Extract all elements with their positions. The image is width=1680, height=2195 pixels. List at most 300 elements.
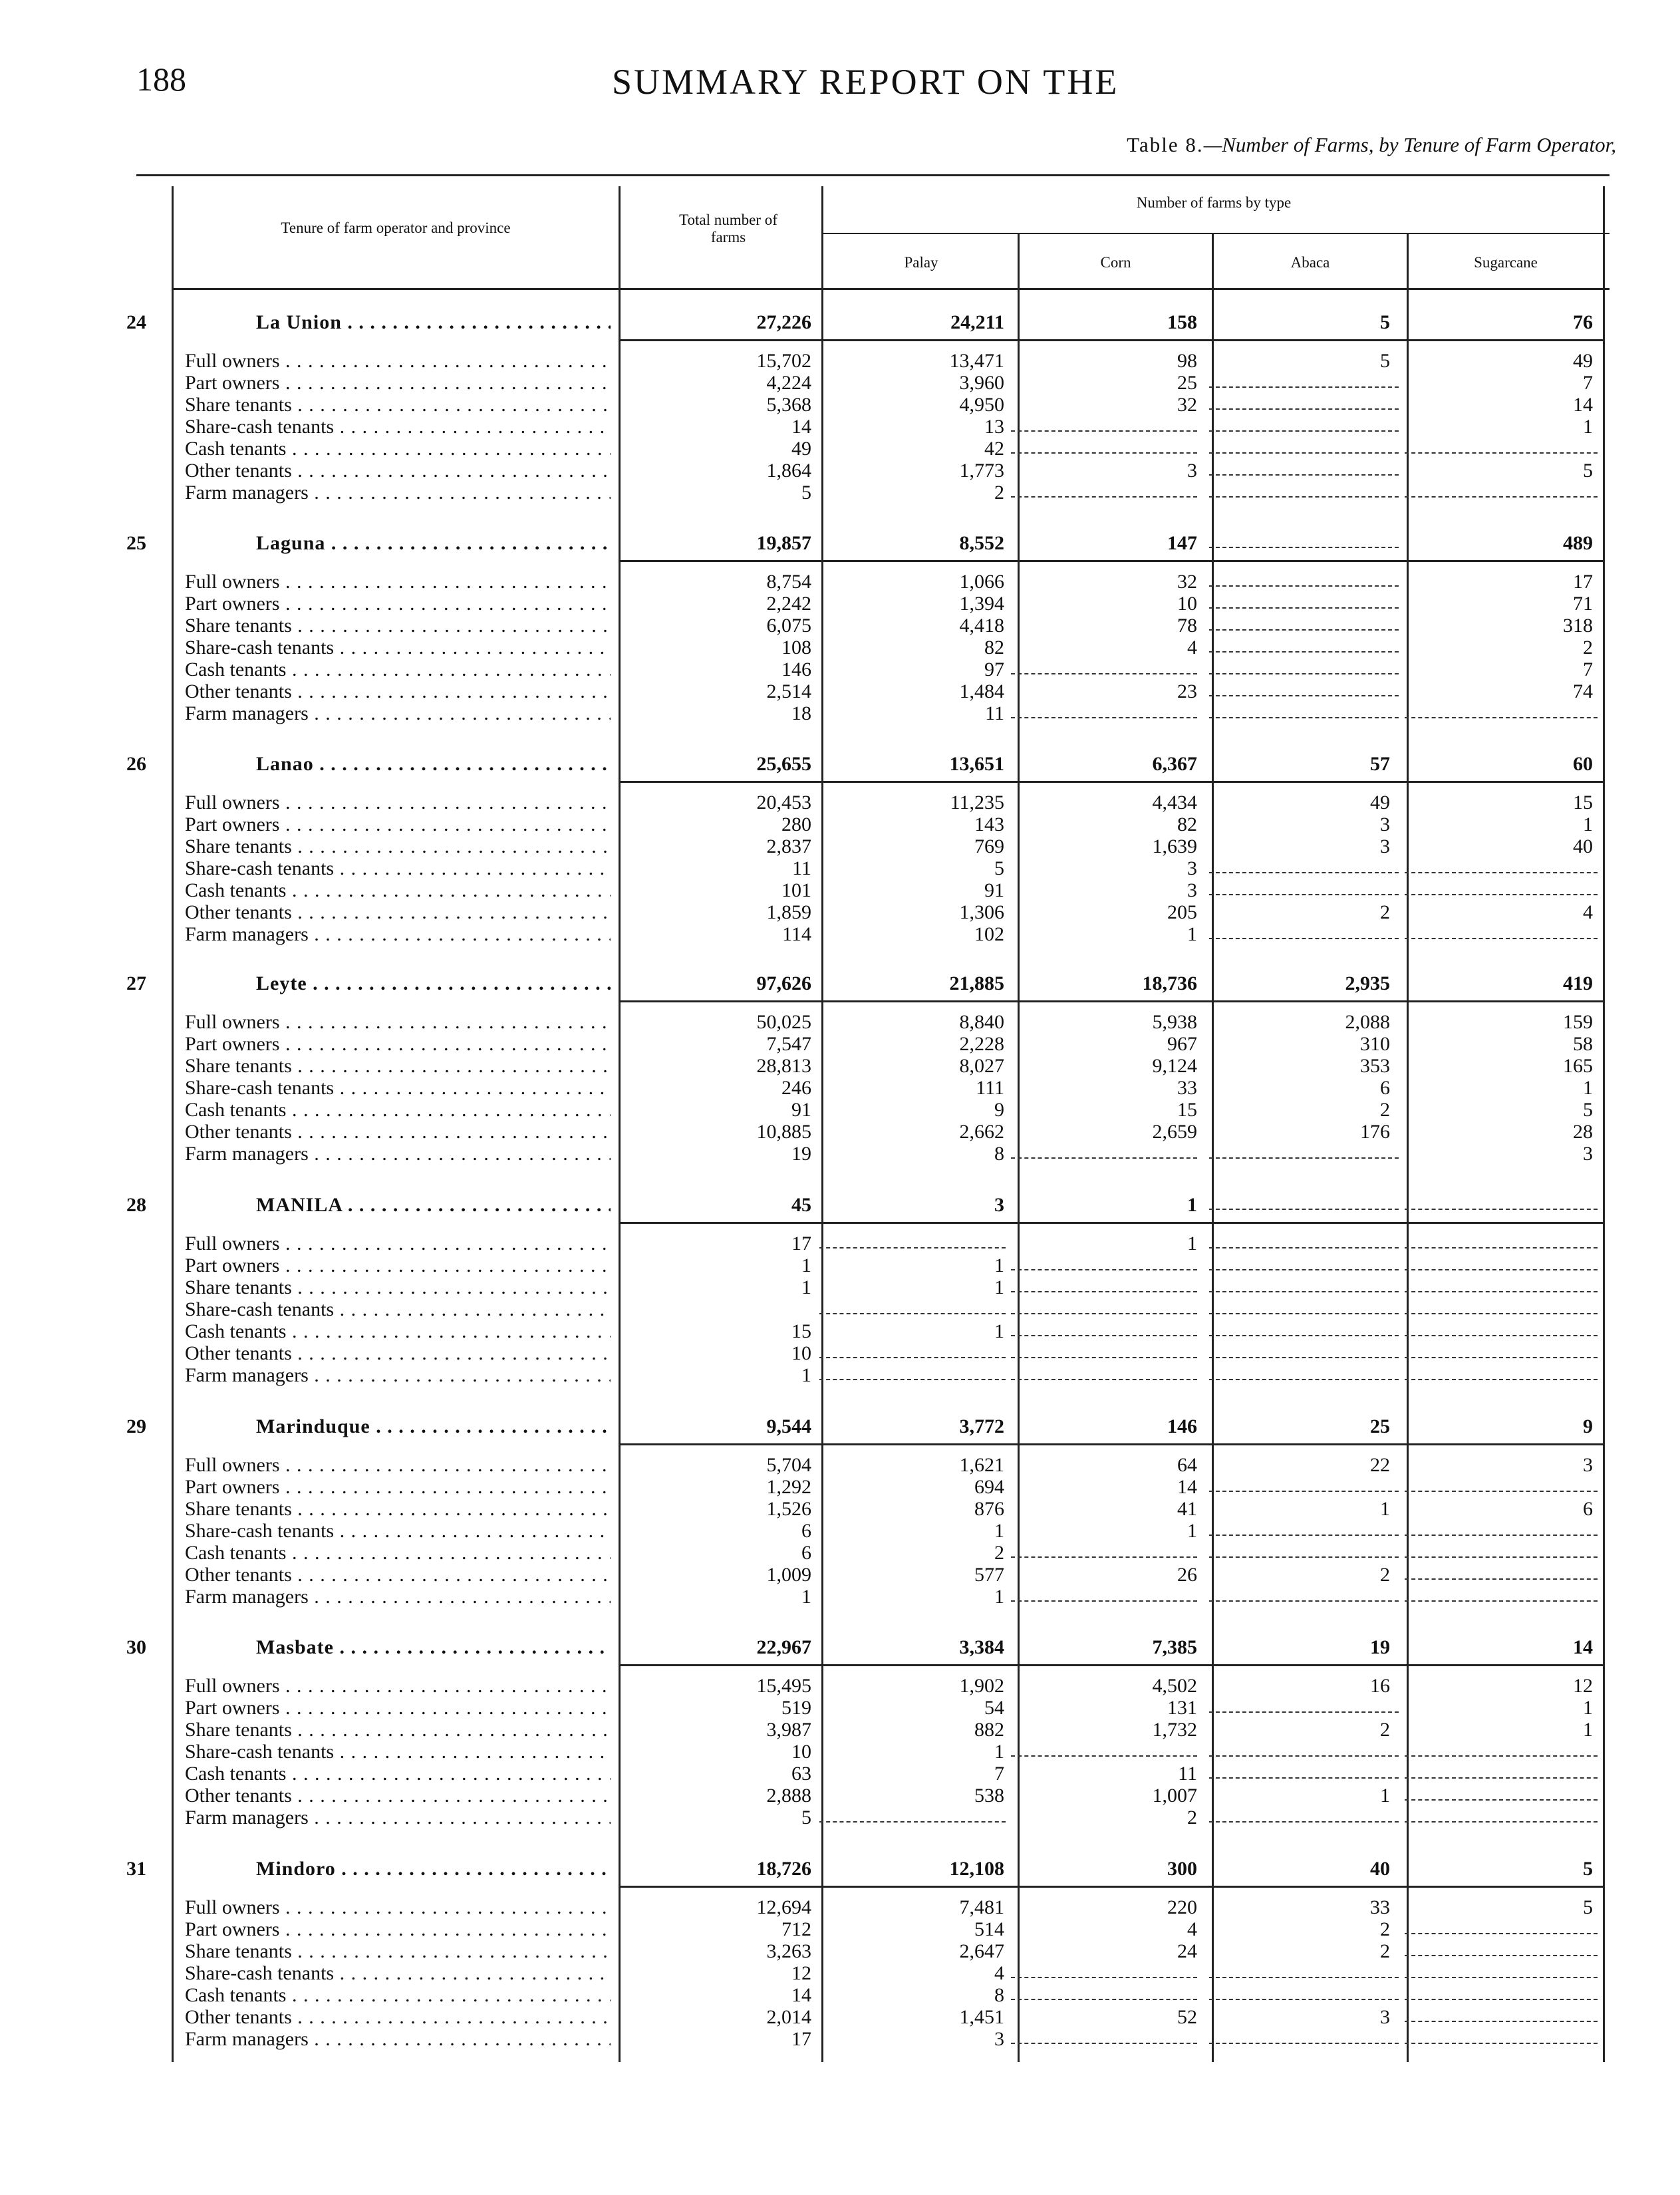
- cell-abaca: 3: [1380, 835, 1390, 857]
- cell-corn: 1: [1187, 1194, 1197, 1216]
- cell-corn: 4: [1187, 637, 1197, 658]
- province-name: Laguna . . .: [256, 532, 611, 554]
- table-row: [0, 1011, 1680, 1033]
- cell-total: 6,075: [766, 615, 811, 637]
- tenure-label: Cash tenants . . .: [185, 1984, 611, 2006]
- table-row: [0, 1320, 1680, 1342]
- cell-total: 1,526: [766, 1498, 811, 1520]
- empty-cell: [1405, 938, 1598, 939]
- empty-cell: [1209, 673, 1399, 674]
- cell-palay: 1: [994, 1254, 1004, 1276]
- cell-abaca: 2,935: [1345, 972, 1390, 994]
- cell-palay: 9: [994, 1099, 1004, 1121]
- cell-palay: 3,772: [959, 1415, 1004, 1437]
- cell-sugarcane: 7: [1583, 372, 1593, 394]
- province-row: [0, 1415, 1680, 1437]
- tenure-label: Farm managers . . .: [185, 1364, 611, 1386]
- table-row: [0, 879, 1680, 901]
- table-row: [0, 571, 1680, 593]
- cell-sugarcane: 4: [1583, 901, 1593, 923]
- cell-corn: 10: [1177, 593, 1197, 615]
- cell-palay: 577: [974, 1564, 1004, 1586]
- province-total-rule: [619, 1886, 1605, 1888]
- table-title: [1127, 133, 1616, 157]
- table-row: [0, 1121, 1680, 1143]
- table-row: [0, 1940, 1680, 1962]
- province-row: [0, 1636, 1680, 1658]
- cell-sugarcane: 1: [1583, 813, 1593, 835]
- cell-sugarcane: 318: [1563, 615, 1593, 637]
- cell-corn: 41: [1177, 1498, 1197, 1520]
- table-row: [0, 1254, 1680, 1276]
- tenure-label: Cash tenants . . .: [185, 658, 611, 680]
- empty-cell: [1209, 1357, 1399, 1358]
- tenure-label: Share-cash tenants . . .: [185, 1520, 611, 1542]
- cell-total: 1,859: [766, 901, 811, 923]
- cell-palay: 3,384: [959, 1636, 1004, 1658]
- cell-total: 2,014: [766, 2006, 811, 2028]
- tenure-label: Share-cash tenants . . .: [185, 1962, 611, 1984]
- empty-cell: [1405, 1313, 1598, 1314]
- cell-corn: 158: [1167, 311, 1197, 333]
- empty-cell: [1405, 1335, 1598, 1336]
- cell-corn: 78: [1177, 615, 1197, 637]
- empty-cell: [1209, 872, 1399, 873]
- table-row: [0, 835, 1680, 857]
- cell-corn: 2,659: [1152, 1121, 1197, 1143]
- cell-corn: 300: [1167, 1858, 1197, 1880]
- tenure-label: Farm managers . . .: [185, 702, 611, 724]
- tenure-label: Share tenants . . .: [185, 394, 611, 416]
- cell-palay: 769: [974, 835, 1004, 857]
- cell-total: 14: [791, 416, 811, 438]
- empty-cell: [1209, 547, 1399, 548]
- cell-corn: 5,938: [1152, 1011, 1197, 1033]
- cell-abaca: 2: [1380, 1099, 1390, 1121]
- cell-abaca: 1: [1380, 1498, 1390, 1520]
- tenure-label: Share-cash tenants . . .: [185, 857, 611, 879]
- tenure-label: Share tenants . . .: [185, 615, 611, 637]
- cell-total: 5,704: [766, 1454, 811, 1476]
- tenure-label: Other tenants . . .: [185, 1564, 611, 1586]
- table-row: [0, 857, 1680, 879]
- cell-palay: 8,840: [959, 1011, 1004, 1033]
- empty-cell: [1209, 1777, 1399, 1779]
- empty-cell: [1405, 1357, 1598, 1358]
- cell-total: 2,888: [766, 1785, 811, 1807]
- empty-cell: [819, 1313, 1006, 1314]
- cell-corn: 32: [1177, 394, 1197, 416]
- empty-cell: [819, 1357, 1006, 1358]
- empty-cell: [1209, 1209, 1399, 1210]
- cell-sugarcane: 7: [1583, 658, 1593, 680]
- cell-total: 1: [801, 1276, 811, 1298]
- table-row: [0, 1918, 1680, 1940]
- cell-total: 19: [791, 1143, 811, 1165]
- empty-cell: [1405, 1933, 1598, 1934]
- empty-cell: [1209, 1535, 1399, 1536]
- cell-corn: 131: [1167, 1697, 1197, 1719]
- table-row: [0, 637, 1680, 658]
- cell-total: 63: [791, 1763, 811, 1785]
- cell-sugarcane: 15: [1573, 792, 1593, 813]
- cell-palay: 694: [974, 1476, 1004, 1498]
- empty-cell: [1209, 1313, 1399, 1314]
- tenure-label: Cash tenants . . .: [185, 438, 611, 460]
- tenure-label: Cash tenants . . .: [185, 1542, 611, 1564]
- table-label: Table 8.: [1127, 133, 1204, 156]
- cell-corn: 220: [1167, 1896, 1197, 1918]
- cell-total: 49: [791, 438, 811, 460]
- tenure-label: Part owners . . .: [185, 1476, 611, 1498]
- table-row: [0, 460, 1680, 482]
- cell-corn: 11: [1178, 1763, 1197, 1785]
- cell-abaca: 2: [1380, 1940, 1390, 1962]
- province-row: [0, 532, 1680, 554]
- header-abaca: Abaca: [1290, 254, 1330, 271]
- tenure-label: Part owners . . .: [185, 1033, 611, 1055]
- empty-cell: [1209, 1335, 1399, 1336]
- cell-corn: 2: [1187, 1807, 1197, 1829]
- table-row: [0, 438, 1680, 460]
- cell-total: 2,242: [766, 593, 811, 615]
- tenure-label: Farm managers . . .: [185, 923, 611, 945]
- empty-cell: [1209, 408, 1399, 410]
- cell-abaca: 2,088: [1345, 1011, 1390, 1033]
- tenure-label: Cash tenants . . .: [185, 1320, 611, 1342]
- cell-corn: 3: [1187, 879, 1197, 901]
- cell-sugarcane: 159: [1563, 1011, 1593, 1033]
- empty-cell: [1011, 1999, 1197, 2000]
- cell-total: 519: [781, 1697, 811, 1719]
- row-number: 30: [126, 1636, 146, 1658]
- group-header-rule: [823, 233, 1610, 234]
- table-row: [0, 1896, 1680, 1918]
- row-number: 24: [126, 311, 146, 333]
- table-row: [0, 1785, 1680, 1807]
- empty-cell: [1209, 1247, 1399, 1248]
- cell-sugarcane: 14: [1573, 394, 1593, 416]
- cell-sugarcane: 1: [1583, 1719, 1593, 1741]
- empty-cell: [1209, 1600, 1399, 1602]
- cell-abaca: 2: [1380, 1719, 1390, 1741]
- tenure-label: Share tenants . . .: [185, 1276, 611, 1298]
- cell-abaca: 16: [1370, 1675, 1390, 1697]
- table-row: [0, 1276, 1680, 1298]
- cell-corn: 146: [1167, 1415, 1197, 1437]
- tenure-label: Other tenants . . .: [185, 680, 611, 702]
- empty-cell: [1405, 1777, 1598, 1779]
- cell-palay: 4: [994, 1962, 1004, 1984]
- empty-cell: [1209, 607, 1399, 609]
- cell-total: 7,547: [766, 1033, 811, 1055]
- row-number: 29: [126, 1415, 146, 1437]
- table-row: [0, 1364, 1680, 1386]
- cell-sugarcane: 60: [1573, 753, 1593, 775]
- tenure-label: Full owners . . .: [185, 1896, 611, 1918]
- table-row: [0, 394, 1680, 416]
- cell-abaca: 1: [1380, 1785, 1390, 1807]
- province-row: [0, 1194, 1680, 1216]
- cell-total: 20,453: [756, 792, 811, 813]
- header-bottom-rule: [172, 288, 1610, 290]
- cell-palay: 3: [994, 1194, 1004, 1216]
- cell-sugarcane: 1: [1583, 1077, 1593, 1099]
- cell-palay: 1,773: [959, 460, 1004, 482]
- cell-sugarcane: 165: [1563, 1055, 1593, 1077]
- empty-cell: [1209, 1157, 1399, 1159]
- cell-palay: 1: [994, 1520, 1004, 1542]
- tenure-label: Share tenants . . .: [185, 1498, 611, 1520]
- empty-cell: [1011, 1600, 1197, 1602]
- cell-corn: 23: [1177, 680, 1197, 702]
- cell-total: 10: [791, 1741, 811, 1763]
- cell-palay: 1: [994, 1586, 1004, 1608]
- cell-total: 108: [781, 637, 811, 658]
- cell-palay: 21,885: [949, 972, 1004, 994]
- tenure-label: Other tenants . . .: [185, 1342, 611, 1364]
- province-total-rule: [619, 781, 1605, 783]
- empty-cell: [1209, 629, 1399, 631]
- cell-corn: 32: [1177, 571, 1197, 593]
- cell-palay: 97: [984, 658, 1004, 680]
- cell-corn: 1,007: [1152, 1785, 1197, 1807]
- table-row: [0, 1697, 1680, 1719]
- cell-corn: 98: [1177, 350, 1197, 372]
- table-row: [0, 1984, 1680, 2006]
- cell-sugarcane: 6: [1583, 1498, 1593, 1520]
- empty-cell: [1209, 1977, 1399, 1978]
- cell-palay: 4,418: [959, 615, 1004, 637]
- header-sugarcane: Sugarcane: [1474, 254, 1538, 271]
- tenure-label: Farm managers . . .: [185, 482, 611, 504]
- tenure-label: Full owners . . .: [185, 350, 611, 372]
- tenure-label: Share tenants . . .: [185, 835, 611, 857]
- province-total-rule: [619, 339, 1605, 341]
- empty-cell: [1405, 894, 1598, 895]
- empty-cell: [1405, 1379, 1598, 1380]
- empty-cell: [1209, 695, 1399, 696]
- empty-cell: [1405, 1209, 1598, 1210]
- table-top-rule: [136, 174, 1610, 176]
- empty-cell: [1405, 717, 1598, 718]
- table-row: [0, 702, 1680, 724]
- tenure-label: Full owners . . .: [185, 1011, 611, 1033]
- cell-palay: 2,662: [959, 1121, 1004, 1143]
- cell-corn: 25: [1177, 372, 1197, 394]
- cell-palay: 11: [985, 702, 1004, 724]
- table-row: [0, 1542, 1680, 1564]
- empty-cell: [1011, 673, 1197, 674]
- empty-cell: [1209, 2043, 1399, 2044]
- table-row: [0, 1586, 1680, 1608]
- empty-cell: [1011, 452, 1197, 454]
- empty-cell: [1405, 452, 1598, 454]
- row-number: 31: [126, 1858, 146, 1880]
- cell-total: 18,726: [756, 1858, 811, 1880]
- empty-cell: [1405, 496, 1598, 498]
- empty-cell: [1209, 474, 1399, 476]
- empty-cell: [1405, 1999, 1598, 2000]
- cell-total: 27,226: [756, 311, 811, 333]
- cell-total: 8,754: [766, 571, 811, 593]
- cell-abaca: 353: [1360, 1055, 1390, 1077]
- cell-total: 114: [782, 923, 811, 945]
- cell-corn: 7,385: [1152, 1636, 1197, 1658]
- cell-palay: 1,394: [959, 593, 1004, 615]
- tenure-label: Share tenants . . .: [185, 1719, 611, 1741]
- table-row: [0, 1564, 1680, 1586]
- empty-cell: [1011, 1977, 1197, 1978]
- cell-palay: 4,950: [959, 394, 1004, 416]
- cell-sugarcane: 28: [1573, 1121, 1593, 1143]
- cell-corn: 1: [1187, 1520, 1197, 1542]
- empty-cell: [1209, 386, 1399, 388]
- cell-abaca: 22: [1370, 1454, 1390, 1476]
- province-name: Lanao . . .: [256, 753, 611, 775]
- cell-palay: 3: [994, 2028, 1004, 2050]
- cell-palay: 11,235: [950, 792, 1004, 813]
- province-name: Mindoro . . .: [256, 1858, 611, 1880]
- cell-corn: 82: [1177, 813, 1197, 835]
- province-total-rule: [619, 1000, 1605, 1002]
- cell-corn: 205: [1167, 901, 1197, 923]
- cell-total: 101: [781, 879, 811, 901]
- empty-cell: [1209, 1291, 1399, 1292]
- tenure-label: Share-cash tenants . . .: [185, 416, 611, 438]
- empty-cell: [1405, 2043, 1598, 2044]
- tenure-label: Cash tenants . . .: [185, 1099, 611, 1121]
- cell-palay: 2,647: [959, 1940, 1004, 1962]
- cell-corn: 1,732: [1152, 1719, 1197, 1741]
- empty-cell: [1209, 1755, 1399, 1757]
- empty-cell: [1405, 1578, 1598, 1580]
- cell-corn: 1: [1187, 1233, 1197, 1254]
- cell-total: 15: [791, 1320, 811, 1342]
- cell-abaca: 2: [1380, 901, 1390, 923]
- tenure-label: Other tenants . . .: [185, 1785, 611, 1807]
- tenure-label: Share-cash tenants . . .: [185, 1741, 611, 1763]
- tenure-label: Other tenants . . .: [185, 901, 611, 923]
- tenure-label: Other tenants . . .: [185, 460, 611, 482]
- cell-palay: 143: [974, 813, 1004, 835]
- cell-total: 14: [791, 1984, 811, 2006]
- table-row: [0, 372, 1680, 394]
- empty-cell: [1011, 1335, 1197, 1336]
- cell-palay: 13,471: [949, 350, 1004, 372]
- cell-total: 246: [781, 1077, 811, 1099]
- tenure-label: Share tenants . . .: [185, 1940, 611, 1962]
- cell-palay: 91: [984, 879, 1004, 901]
- tenure-label: Full owners . . .: [185, 1454, 611, 1476]
- cell-palay: 24,211: [950, 311, 1004, 333]
- empty-cell: [1209, 1556, 1399, 1558]
- cell-total: 3,263: [766, 1940, 811, 1962]
- table-row: [0, 1077, 1680, 1099]
- table-row: [0, 901, 1680, 923]
- empty-cell: [1011, 496, 1197, 498]
- tenure-label: Cash tenants . . .: [185, 1763, 611, 1785]
- cell-corn: 1: [1187, 923, 1197, 945]
- header-palay: Palay: [904, 254, 938, 271]
- cell-sugarcane: 5: [1583, 460, 1593, 482]
- header-corn: Corn: [1100, 254, 1131, 271]
- empty-cell: [819, 1247, 1006, 1248]
- cell-total: 1,864: [766, 460, 811, 482]
- cell-total: 50,025: [756, 1011, 811, 1033]
- cell-corn: 9,124: [1152, 1055, 1197, 1077]
- table-row: [0, 1055, 1680, 1077]
- cell-palay: 3,960: [959, 372, 1004, 394]
- cell-corn: 18,736: [1142, 972, 1197, 994]
- table-row: [0, 1099, 1680, 1121]
- cell-total: 91: [791, 1099, 811, 1121]
- empty-cell: [1405, 1269, 1598, 1270]
- cell-total: 22,967: [756, 1636, 811, 1658]
- empty-cell: [1405, 1821, 1598, 1823]
- cell-palay: 111: [976, 1077, 1004, 1099]
- table-row: [0, 1498, 1680, 1520]
- cell-palay: 2: [994, 1542, 1004, 1564]
- empty-cell: [1209, 452, 1399, 454]
- cell-total: 12,694: [756, 1896, 811, 1918]
- cell-corn: 52: [1177, 2006, 1197, 2028]
- table-row: [0, 1143, 1680, 1165]
- cell-total: 3,987: [766, 1719, 811, 1741]
- cell-palay: 1,902: [959, 1675, 1004, 1697]
- row-number: 25: [126, 532, 146, 554]
- cell-palay: 882: [974, 1719, 1004, 1741]
- table-row: [0, 2006, 1680, 2028]
- table-row: [0, 593, 1680, 615]
- empty-cell: [1209, 1821, 1399, 1823]
- cell-corn: 6,367: [1152, 753, 1197, 775]
- cell-corn: 33: [1177, 1077, 1197, 1099]
- table-row: [0, 1675, 1680, 1697]
- cell-palay: 1: [994, 1741, 1004, 1763]
- table-row: [0, 792, 1680, 813]
- cell-palay: 13,651: [949, 753, 1004, 775]
- province-row: [0, 311, 1680, 333]
- table-row: [0, 1033, 1680, 1055]
- cell-palay: 7: [994, 1763, 1004, 1785]
- empty-cell: [1209, 894, 1399, 895]
- cell-total: 15,702: [756, 350, 811, 372]
- empty-cell: [1011, 717, 1197, 718]
- cell-abaca: 2: [1380, 1564, 1390, 1586]
- cell-total: 17: [791, 2028, 811, 2050]
- cell-sugarcane: 49: [1573, 350, 1593, 372]
- cell-abaca: 3: [1380, 2006, 1390, 2028]
- province-row: [0, 1858, 1680, 1880]
- cell-sugarcane: 17: [1573, 571, 1593, 593]
- empty-cell: [1405, 872, 1598, 873]
- cell-corn: 26: [1177, 1564, 1197, 1586]
- cell-palay: 1,066: [959, 571, 1004, 593]
- row-number: 26: [126, 753, 146, 775]
- empty-cell: [1405, 1755, 1598, 1757]
- table-row: [0, 1962, 1680, 1984]
- tenure-label: Share tenants . . .: [185, 1055, 611, 1077]
- cell-total: 9,544: [766, 1415, 811, 1437]
- cell-corn: 967: [1167, 1033, 1197, 1055]
- cell-palay: 7,481: [959, 1896, 1004, 1918]
- cell-corn: 24: [1177, 1940, 1197, 1962]
- empty-cell: [1405, 1955, 1598, 1956]
- empty-cell: [1405, 1977, 1598, 1978]
- table-row: [0, 1454, 1680, 1476]
- table-row: [0, 1763, 1680, 1785]
